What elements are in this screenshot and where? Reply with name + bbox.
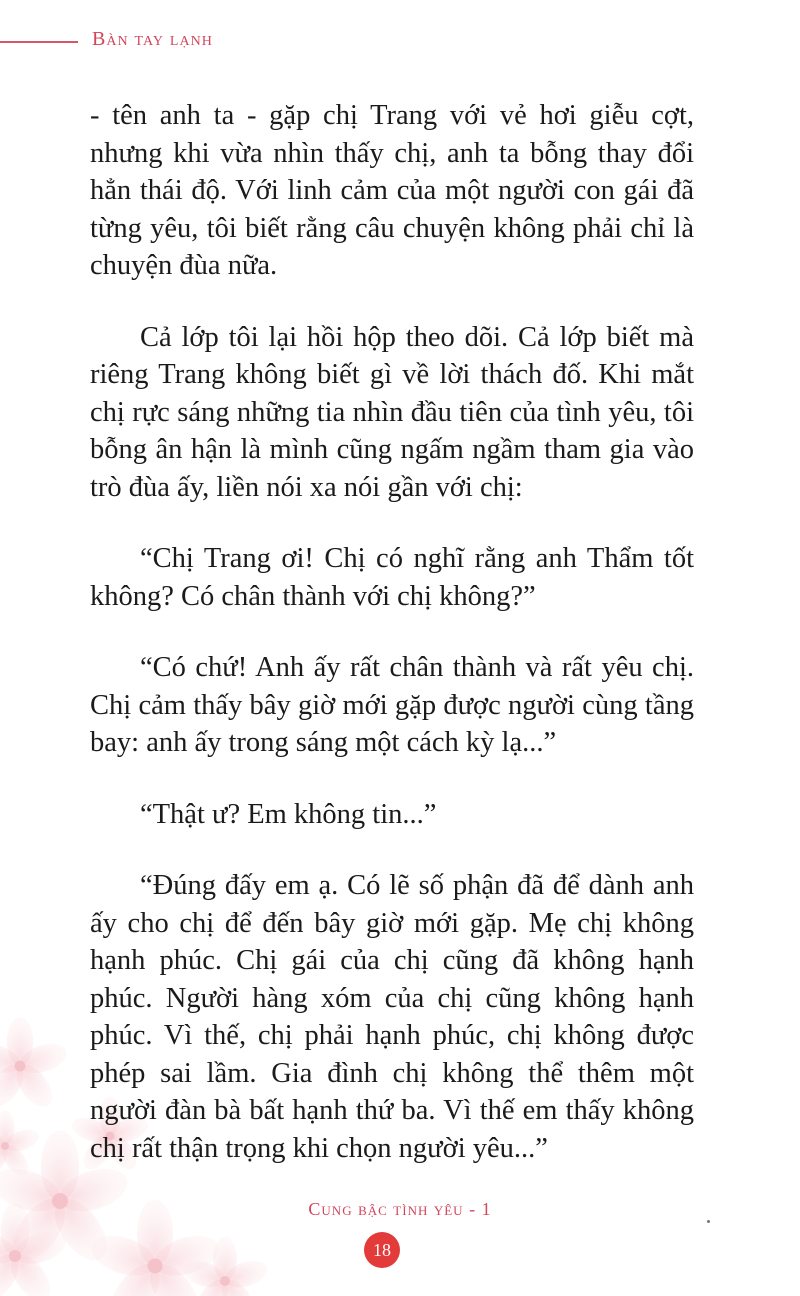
paragraph: “Có chứ! Anh ấy rất chân thành và rất yêu chị. Chị cảm thấy bây giờ mới gặp được người cùng tầng bay: anh ấy trong sáng một cách kỳ lạ...” <box>90 652 694 758</box>
paragraph: “Đúng đấy em ạ. Có lẽ số phận đã để dành anh ấy cho chị để đến bây giờ mới gặp. Mẹ chị không hạnh phúc. Chị gái của chị cũng đã không hạnh phúc. Người hàng xóm của chị cũng không hạnh phúc. Vì thế, chị phải hạnh phúc, chị không được phép sai lầm. Gia đình chị không thể thêm một người đàn bà bất hạnh thứ ba. Vì thế em thấy không chị rất thận trọng khi chọn người yêu...” <box>90 870 694 1164</box>
running-title: Bàn tay lạnh <box>92 28 213 50</box>
ink-speck <box>707 1220 710 1223</box>
paragraph: “Chị Trang ơi! Chị có nghĩ rằng anh Thẩm tốt không? Có chân thành với chị không?” <box>90 543 694 612</box>
header-rule <box>0 41 78 43</box>
paragraph: - tên anh ta - gặp chị Trang với vẻ hơi giễu cợt, nhưng khi vừa nhìn thấy chị, anh ta bỗng thay đổi hẳn thái độ. Với linh cảm của một người con gái đã từng yêu, tôi biết rằng câu chuyện không phải chỉ là chuyện đùa nữa. <box>90 100 694 281</box>
paragraph: “Thật ư? Em không tin...” <box>140 798 437 830</box>
page-number-badge: 18 <box>364 1232 400 1268</box>
series-title: Cung bậc tình yêu - 1 <box>308 1199 492 1219</box>
paragraph: Cả lớp tôi lại hồi hộp theo dõi. Cả lớp biết mà riêng Trang không biết gì về lời thách đố. Khi mắt chị rực sáng những tia nhìn đầu tiên của tình yêu, tôi bỗng ân hận là mình cũng ngấm ngầm tham gia vào trò đùa ấy, liền nói xa nói gần với chị: <box>90 321 694 503</box>
body-text <box>90 97 694 1201</box>
